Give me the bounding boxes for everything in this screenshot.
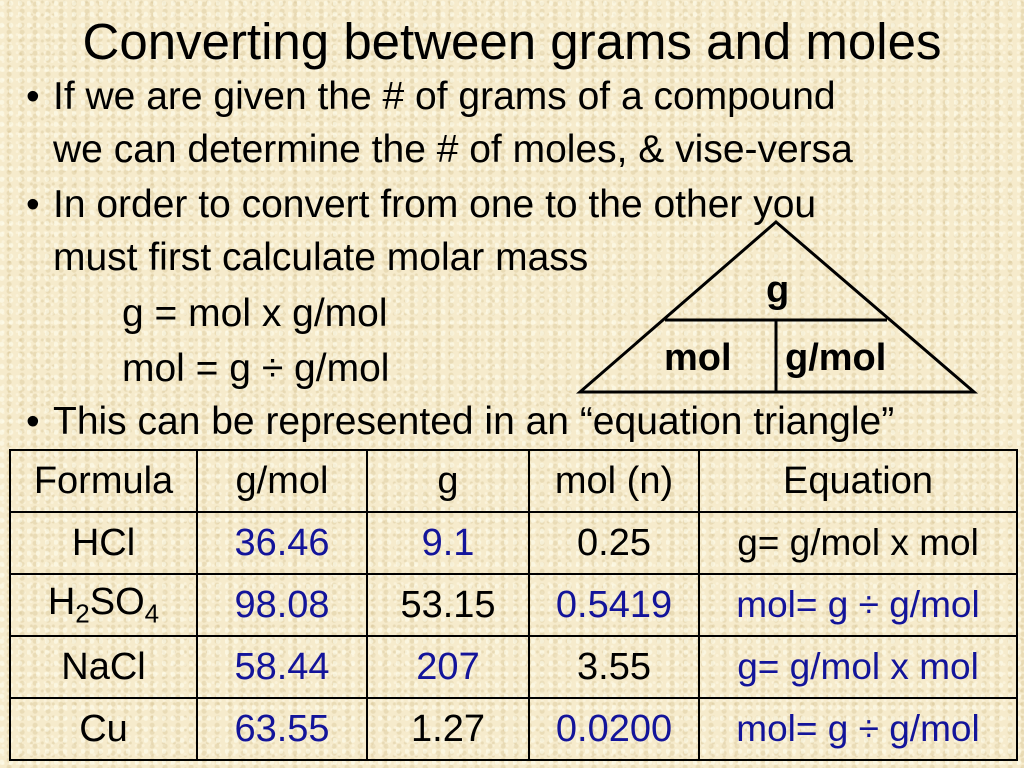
molar-mass-cell: 58.44 (197, 636, 367, 698)
formula-cell: Cu (10, 698, 197, 760)
table-header-row (10, 450, 1017, 512)
bullet-dot: • (26, 400, 40, 443)
grams-cell: 9.1 (367, 512, 529, 574)
moles-cell: 3.55 (529, 636, 699, 698)
formula-subscript: 4 (144, 598, 160, 629)
bullet-1-line-2: we can determine the # of moles, & vise-versa (53, 128, 853, 171)
header-cell: Formula (10, 450, 197, 512)
equation-triangle (576, 220, 980, 396)
molar-mass-cell: 63.55 (197, 698, 367, 760)
bullet-dot: • (26, 75, 40, 118)
moles-cell: 0.5419 (529, 574, 699, 636)
equation-cell: mol= g ÷ g/mol (699, 574, 1017, 636)
formula-cell (10, 574, 197, 636)
formula-part: SO (89, 580, 145, 623)
moles-cell: 0.0200 (529, 698, 699, 760)
bullet-2-line-1: In order to convert from one to the other you (53, 183, 817, 226)
bullet-dot: • (26, 183, 40, 226)
grams-cell: 53.15 (367, 574, 529, 636)
table-row (10, 698, 1017, 760)
moles-cell: 0.25 (529, 512, 699, 574)
equation-cell: mol= g ÷ g/mol (699, 698, 1017, 760)
bullet-1-line-1: If we are given the # of grams of a compound (53, 75, 836, 118)
grams-cell: 207 (367, 636, 529, 698)
equation-moles: mol = g ÷ g/mol (122, 347, 390, 390)
header-cell: Equation (699, 450, 1017, 512)
header-cell: g (367, 450, 529, 512)
header-cell: g/mol (197, 450, 367, 512)
triangle-bottom-left-label: mol (664, 337, 732, 379)
conversion-table (9, 449, 1018, 761)
grams-cell: 1.27 (367, 698, 529, 760)
table-row (10, 512, 1017, 574)
header-cell: mol (n) (529, 450, 699, 512)
formula-cell: NaCl (10, 636, 197, 698)
table-row (10, 636, 1017, 698)
bullet-3-line-1: This can be represented in an “equation triangle” (53, 400, 895, 443)
equation-grams: g = mol x g/mol (122, 292, 388, 335)
formula-subscript: 2 (75, 598, 90, 629)
bullet-2-line-2: must first calculate molar mass (53, 236, 589, 279)
triangle-top-label: g (766, 269, 790, 311)
formula-cell: HCl (10, 512, 197, 574)
molar-mass-cell: 36.46 (197, 512, 367, 574)
equation-cell: g= g/mol x mol (699, 512, 1017, 574)
slide-title: Converting between grams and moles (82, 13, 942, 70)
triangle-bottom-right-label: g/mol (785, 337, 887, 379)
molar-mass-cell: 98.08 (197, 574, 367, 636)
equation-cell: g= g/mol x mol (699, 636, 1017, 698)
table-row (10, 574, 1017, 636)
formula-part: H (47, 580, 76, 623)
